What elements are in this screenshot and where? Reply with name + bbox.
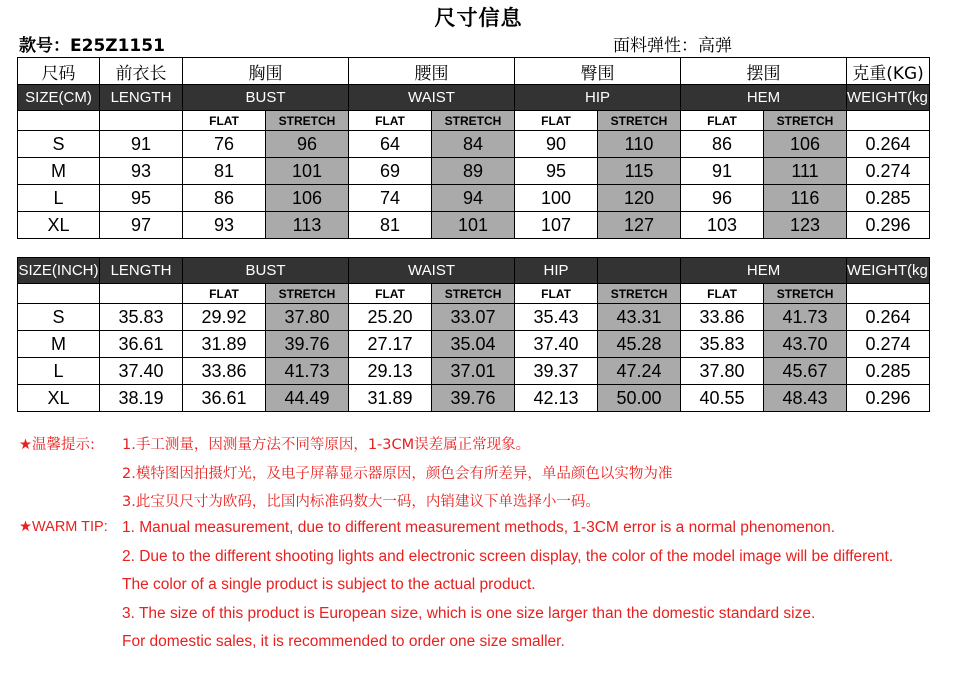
value-cell: 91 (100, 131, 183, 158)
value-cell: 93 (183, 212, 266, 239)
value-cell: 35.83 (100, 304, 183, 331)
value-cell: 0.285 (847, 185, 930, 212)
value-cell: 123 (764, 212, 847, 239)
value-cell: 39.37 (515, 358, 598, 385)
size-cell: L (18, 185, 100, 212)
header-cell: SIZE(INCH) (18, 258, 100, 284)
empty-cell (18, 111, 100, 131)
value-cell: 44.49 (266, 385, 349, 412)
value-cell: 84 (432, 131, 515, 158)
value-cell: 43.31 (598, 304, 681, 331)
table-row (18, 358, 930, 385)
value-cell: 101 (266, 158, 349, 185)
table-row (18, 331, 930, 358)
stretch-label: STRETCH (432, 111, 515, 131)
stretch-label: STRETCH (598, 111, 681, 131)
header-cell: WAIST (349, 85, 515, 111)
value-cell: 33.07 (432, 304, 515, 331)
english-header-row (18, 85, 930, 111)
tip-line: 3. The size of this product is European size, which is one size larger than the domestic standard size. (122, 605, 816, 622)
value-cell: 0.264 (847, 304, 930, 331)
table-row (18, 158, 930, 185)
value-cell: 33.86 (681, 304, 764, 331)
flat-label: FLAT (681, 111, 764, 131)
value-cell: 45.67 (764, 358, 847, 385)
value-cell: 101 (432, 212, 515, 239)
flat-label: FLAT (183, 111, 266, 131)
header-cell: 腰围 (349, 58, 515, 85)
value-cell: 106 (764, 131, 847, 158)
value-cell: 37.01 (432, 358, 515, 385)
stretch-label: STRETCH (266, 111, 349, 131)
empty-cell (847, 111, 930, 131)
value-cell: 37.40 (515, 331, 598, 358)
value-cell: 111 (764, 158, 847, 185)
value-cell: 81 (183, 158, 266, 185)
fabric-elasticity: 面料弹性：高弹 (613, 36, 732, 56)
stretch-label: STRETCH (764, 284, 847, 304)
header-cell: 克重(KG) (847, 58, 930, 85)
tip-line: 3.此宝贝尺寸为欧码，比国内标准码数大一码，内销建议下单选择小一码。 (122, 494, 600, 510)
header-cell: HEM (681, 258, 847, 284)
value-cell: 38.19 (100, 385, 183, 412)
value-cell: 89 (432, 158, 515, 185)
value-cell: 0.285 (847, 358, 930, 385)
tip-line: 2.模特图因拍摄灯光，及电子屏幕显示器原因，颜色会有所差异，单品颜色以实物为准 (122, 466, 673, 482)
value-cell: 86 (681, 131, 764, 158)
value-cell: 110 (598, 131, 681, 158)
table-row (18, 185, 930, 212)
header-cell: BUST (183, 258, 349, 284)
header-cell: SIZE(CM) (18, 85, 100, 111)
value-cell: 37.80 (266, 304, 349, 331)
tip-line: For domestic sales, it is recommended to order one size smaller. (122, 633, 565, 650)
header-cell: LENGTH (100, 85, 183, 111)
value-cell: 91 (681, 158, 764, 185)
value-cell: 97 (100, 212, 183, 239)
value-cell: 35.04 (432, 331, 515, 358)
size-table-inch (17, 257, 930, 412)
page-title: 尺寸信息 (434, 6, 523, 30)
value-cell: 0.296 (847, 385, 930, 412)
value-cell: 35.83 (681, 331, 764, 358)
value-cell: 39.76 (266, 331, 349, 358)
size-cell: XL (18, 385, 100, 412)
header-cell: HEM (681, 85, 847, 111)
value-cell: 41.73 (764, 304, 847, 331)
value-cell: 35.43 (515, 304, 598, 331)
size-cell: XL (18, 212, 100, 239)
value-cell: 36.61 (100, 331, 183, 358)
tip-label-en: ★WARM TIP: (19, 519, 108, 535)
flat-label: FLAT (681, 284, 764, 304)
value-cell: 39.76 (432, 385, 515, 412)
size-cell: S (18, 304, 100, 331)
header-cell: LENGTH (100, 258, 183, 284)
size-cell: M (18, 331, 100, 358)
subheader-row (18, 284, 930, 304)
value-cell: 116 (764, 185, 847, 212)
value-cell: 76 (183, 131, 266, 158)
value-cell: 29.92 (183, 304, 266, 331)
flat-label: FLAT (349, 284, 432, 304)
value-cell: 74 (349, 185, 432, 212)
empty-cell (18, 284, 100, 304)
chinese-header-row (18, 58, 930, 85)
value-cell: 48.43 (764, 385, 847, 412)
value-cell: 96 (681, 185, 764, 212)
value-cell: 90 (515, 131, 598, 158)
flat-label: FLAT (349, 111, 432, 131)
value-cell: 106 (266, 185, 349, 212)
value-cell: 40.55 (681, 385, 764, 412)
size-cell: S (18, 131, 100, 158)
flat-label: FLAT (515, 284, 598, 304)
value-cell: 81 (349, 212, 432, 239)
value-cell: 93 (100, 158, 183, 185)
table-row (18, 212, 930, 239)
subheader-row (18, 111, 930, 131)
value-cell: 0.274 (847, 158, 930, 185)
value-cell: 0.274 (847, 331, 930, 358)
table-row (18, 304, 930, 331)
value-cell: 31.89 (183, 331, 266, 358)
english-header-row (18, 258, 930, 284)
value-cell: 42.13 (515, 385, 598, 412)
stretch-label: STRETCH (266, 284, 349, 304)
empty-cell (847, 284, 930, 304)
value-cell: 120 (598, 185, 681, 212)
header-cell: HIP (515, 85, 681, 111)
model-number: 款号：E25Z1151 (19, 36, 165, 56)
stretch-label: STRETCH (598, 284, 681, 304)
header-cell: BUST (183, 85, 349, 111)
value-cell: 37.40 (100, 358, 183, 385)
value-cell: 100 (515, 185, 598, 212)
value-cell: 127 (598, 212, 681, 239)
flat-label: FLAT (183, 284, 266, 304)
value-cell: 94 (432, 185, 515, 212)
value-cell: 103 (681, 212, 764, 239)
value-cell: 0.296 (847, 212, 930, 239)
tip-line: 1. Manual measurement, due to different measurement methods, 1-3CM error is a normal phenomenon. (122, 519, 836, 536)
size-cell: M (18, 158, 100, 185)
value-cell: 37.80 (681, 358, 764, 385)
value-cell: 36.61 (183, 385, 266, 412)
header-cell: 摆围 (681, 58, 847, 85)
header-cell: 臀围 (515, 58, 681, 85)
value-cell: 27.17 (349, 331, 432, 358)
value-cell: 41.73 (266, 358, 349, 385)
tip-line: 2. Due to the different shooting lights and electronic screen display, the color of the model image will be different. (122, 548, 894, 565)
size-cell: L (18, 358, 100, 385)
value-cell: 33.86 (183, 358, 266, 385)
value-cell: 113 (266, 212, 349, 239)
value-cell: 45.28 (598, 331, 681, 358)
header-cell (598, 258, 681, 284)
header-cell: 尺码 (18, 58, 100, 85)
value-cell: 115 (598, 158, 681, 185)
value-cell: 43.70 (764, 331, 847, 358)
value-cell: 50.00 (598, 385, 681, 412)
value-cell: 47.24 (598, 358, 681, 385)
header-cell: WAIST (349, 258, 515, 284)
value-cell: 69 (349, 158, 432, 185)
value-cell: 107 (515, 212, 598, 239)
tip-label-cn: ★温馨提示: (19, 437, 95, 453)
header-cell: 胸围 (183, 58, 349, 85)
header-cell: WEIGHT(kg (847, 85, 930, 111)
value-cell: 95 (515, 158, 598, 185)
value-cell: 29.13 (349, 358, 432, 385)
header-cell: 前衣长 (100, 58, 183, 85)
value-cell: 96 (266, 131, 349, 158)
tip-line: 1.手工测量，因测量方法不同等原因，1-3CM误差属正常现象。 (122, 437, 531, 453)
value-cell: 31.89 (349, 385, 432, 412)
value-cell: 64 (349, 131, 432, 158)
flat-label: FLAT (515, 111, 598, 131)
value-cell: 25.20 (349, 304, 432, 331)
header-cell: WEIGHT(kg (847, 258, 930, 284)
size-table-cm (17, 57, 930, 239)
value-cell: 86 (183, 185, 266, 212)
header-cell: HIP (515, 258, 598, 284)
value-cell: 95 (100, 185, 183, 212)
tip-line: The color of a single product is subject to the actual product. (122, 576, 536, 593)
table-row (18, 131, 930, 158)
value-cell: 0.264 (847, 131, 930, 158)
stretch-label: STRETCH (432, 284, 515, 304)
empty-cell (100, 284, 183, 304)
empty-cell (100, 111, 183, 131)
table-row (18, 385, 930, 412)
stretch-label: STRETCH (764, 111, 847, 131)
